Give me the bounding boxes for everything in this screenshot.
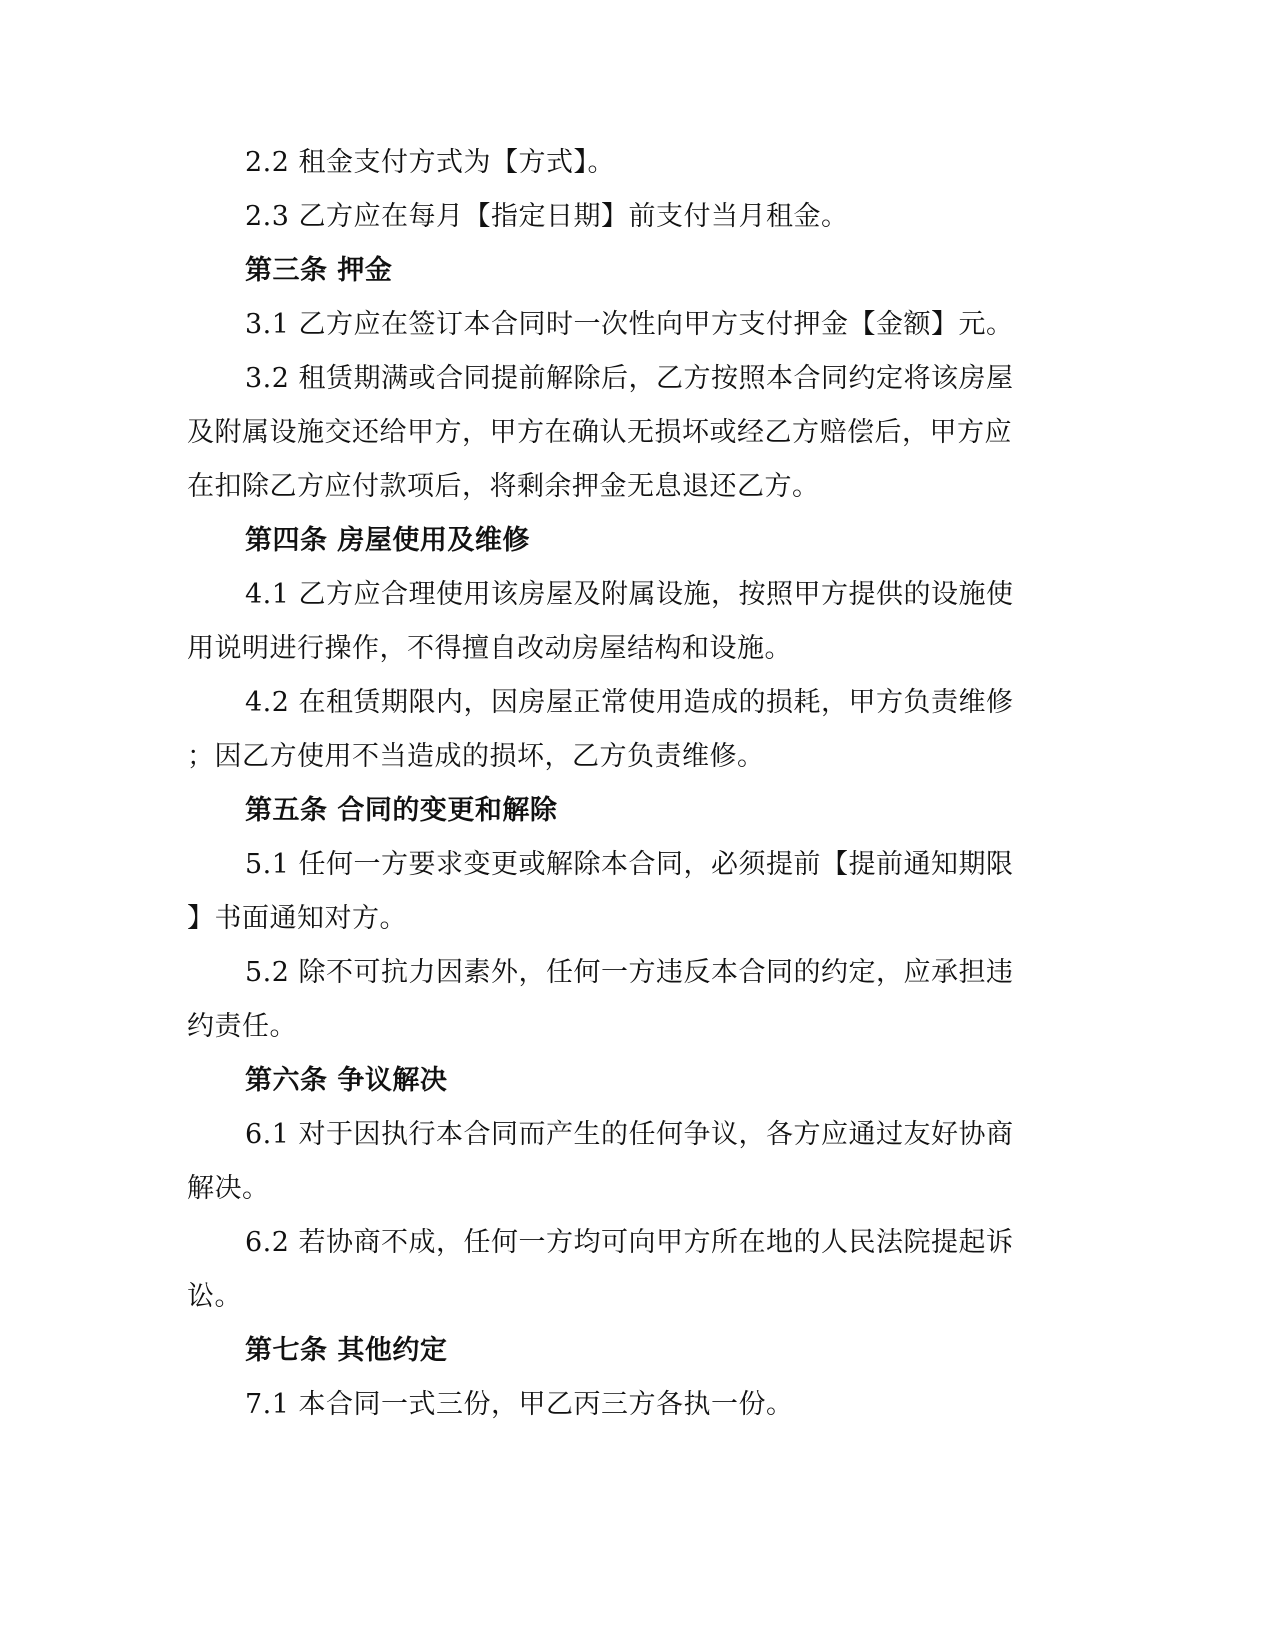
clause-2-2: 2.2 租金支付方式为【方式】。: [245, 147, 616, 178]
clause-4-2: 4.2 在租赁期限内，因房屋正常使用造成的损耗，甲方负责维修: [245, 687, 1014, 718]
clause-7-1: 7.1 本合同一式三份，甲乙丙三方各执一份。: [245, 1389, 794, 1420]
clause-3-1: 3.1 乙方应在签订本合同时一次性向甲方支付押金【金额】元。: [245, 309, 1014, 340]
section-heading-7: 第七条 其他约定: [245, 1335, 448, 1366]
clause-5-1: 5.1 任何一方要求变更或解除本合同，必须提前【提前通知期限: [245, 849, 1014, 880]
clause-2-3: 2.3 乙方应在每月【指定日期】前支付当月租金。: [245, 201, 849, 232]
clause-3-2-continued: 在扣除乙方应付款项后，将剩余押金无息退还乙方。: [187, 471, 820, 502]
clause-6-2: 6.2 若协商不成，任何一方均可向甲方所在地的人民法院提起诉: [245, 1227, 1014, 1258]
section-heading-4: 第四条 房屋使用及维修: [245, 525, 530, 556]
clause-6-2-continued: 讼。: [187, 1281, 242, 1312]
clause-6-1-continued: 解决。: [187, 1173, 270, 1204]
section-heading-5: 第五条 合同的变更和解除: [245, 795, 558, 826]
section-heading-6: 第六条 争议解决: [245, 1065, 448, 1096]
clause-4-2-continued: ；因乙方使用不当造成的损坏，乙方负责维修。: [187, 741, 765, 772]
clause-3-2-continued: 及附属设施交还给甲方，甲方在确认无损坏或经乙方赔偿后，甲方应: [187, 417, 1012, 448]
clause-6-1: 6.1 对于因执行本合同而产生的任何争议，各方应通过友好协商: [245, 1119, 1014, 1150]
clause-3-2: 3.2 租赁期满或合同提前解除后，乙方按照本合同约定将该房屋: [245, 363, 1014, 394]
clause-4-1: 4.1 乙方应合理使用该房屋及附属设施，按照甲方提供的设施使: [245, 579, 1014, 610]
clause-4-1-continued: 用说明进行操作，不得擅自改动房屋结构和设施。: [187, 633, 792, 664]
section-heading-3: 第三条 押金: [245, 255, 393, 286]
clause-5-2: 5.2 除不可抗力因素外，任何一方违反本合同的约定，应承担违: [245, 957, 1014, 988]
clause-5-1-continued: 】书面通知对方。: [187, 903, 407, 934]
clause-5-2-continued: 约责任。: [187, 1011, 297, 1042]
